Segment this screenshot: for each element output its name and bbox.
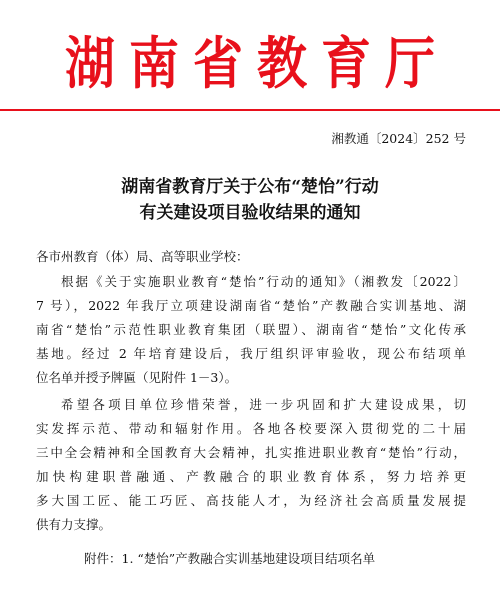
paragraph-1-line-3: 南省“楚怡”示范性职业教育集团（联盟）、湖南省“楚怡”文化传承	[36, 322, 466, 337]
paragraph-2-line-6: 供有力支撑。	[36, 517, 112, 532]
document-title-line-1: 湖南省教育厅关于公布“楚怡”行动	[121, 177, 379, 197]
document-title-line-2: 有关建设项目验收结果的通知	[139, 203, 361, 223]
document-title	[0, 174, 500, 226]
paragraph-2-line-2: 实发挥示范、带动和辐射作用。各地各校要深入贯彻党的二十届	[36, 421, 466, 436]
body-paragraph-1	[36, 270, 466, 390]
paragraph-2-line-4: 加快构建职普融通、产教融合的职业教育体系，努力培养更	[36, 469, 466, 484]
paragraph-2-line-1: 希望各项目单位珍惜荣誉，进一步巩固和扩大建设成果，切	[61, 397, 466, 412]
paragraph-2-line-3: 三中全会精神和全国教育大会精神，扎实推进职业教育“楚怡”行动，	[36, 445, 466, 460]
masthead-title: 湖南省教育厅	[65, 30, 449, 97]
paragraph-1-line-1: 根据《关于实施职业教育“楚怡”行动的通知》（湘教发〔2022〕	[61, 274, 466, 289]
attachment-line: 附件：1. “楚怡”产教融合实训基地建设项目结项名单	[84, 551, 376, 566]
red-header-rule	[0, 109, 500, 111]
paragraph-1-line-4: 基地。经过 2 年培育建设后，我厅组织评审验收，现公布结项单	[36, 346, 466, 361]
paragraph-2-line-5: 多大国工匠、能工巧匠、高技能人才，为经济社会高质量发展提	[36, 493, 466, 508]
document-number: 湘教通〔2024〕252 号	[331, 131, 466, 146]
masthead	[0, 26, 500, 102]
paragraph-1-line-2: 7 号），2022 年我厅立项建设湖南省“楚怡”产教融合实训基地、湖	[36, 298, 466, 313]
body-paragraph-2	[36, 393, 466, 537]
addressee: 各市州教育（体）局、高等职业学校：	[36, 249, 249, 264]
paragraph-1-line-5: 位名单并授予牌匾（见附件 1－3）。	[36, 370, 238, 385]
